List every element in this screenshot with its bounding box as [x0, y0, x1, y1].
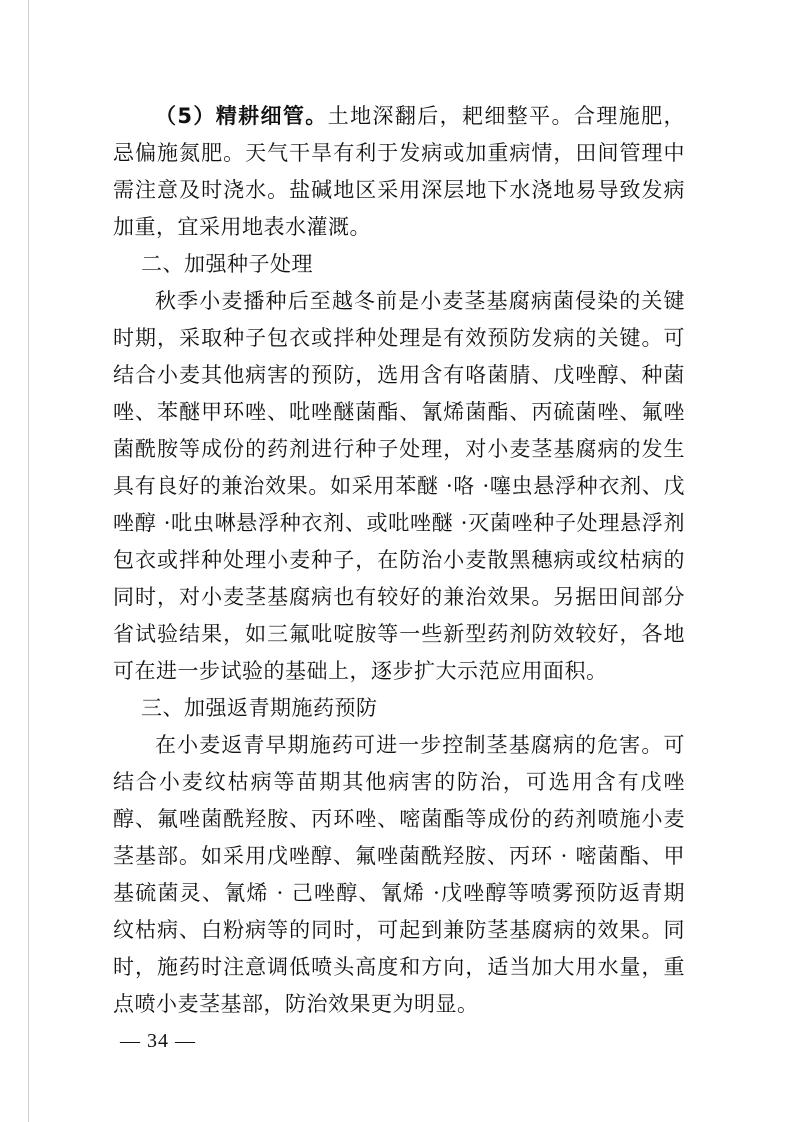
- paragraph-5: [113, 98, 685, 246]
- paragraph-5-lead: （5）精耕细管。: [155, 104, 328, 128]
- page-edge-line: [28, 0, 29, 1122]
- section-2-paragraph: 秋季小麦播种后至越冬前是小麦茎基腐病菌侵染的关键时期，采取种子包衣或拌种处理是有效预防发病的关键。可结合小麦其他病害的预防，选用含有咯菌腈、戊唑醇、种菌唑、苯醚甲环唑、吡唑醚菌酯、氰烯菌酯、丙硫菌唑、氟唑菌酰胺等成份的药剂进行种子处理，对小麦茎基腐病的发生具有良好的兼治效果。如采用苯醚 ·咯 ·噻虫悬浮种衣剂、戊唑醇 ·吡虫啉悬浮种衣剂、或吡唑醚 ·灭菌唑种子处理悬浮剂包衣或拌种处理小麦种子，在防治小麦散黑穗病或纹枯病的同时，对小麦茎基腐病也有较好的兼治效果。另据田间部分省试验结果，如三氟吡啶胺等一些新型药剂防效较好，各地可在进一步试验的基础上，逐步扩大示范应用面积。: [113, 289, 685, 683]
- document-body: [113, 98, 685, 1023]
- section-3-heading: 三、加强返青期施药预防: [141, 696, 378, 720]
- paragraph-5-text: 土地深翻后，耙细整平。合理施肥，忌偏施氮肥。天气干旱有利于发病或加重病情，田间管理中需注意及时浇水。盐碱地区采用深层地下水浇地易导致发病加重，宜采用地表水灌溉。: [113, 104, 685, 239]
- page-number: — 34 —: [120, 1030, 196, 1052]
- section-3-paragraph: 在小麦返青早期施药可进一步控制茎基腐病的危害。可结合小麦纹枯病等苗期其他病害的防治，可选用含有戊唑醇、氟唑菌酰羟胺、丙环唑、嘧菌酯等成份的药剂喷施小麦茎基部。如采用戊唑醇、氟唑菌酰羟胺、丙环 · 嘧菌酯、甲基硫菌灵、氰烯 · 己唑醇、氰烯 ·戊唑醇等喷雾预防返青期纹枯病、白粉病等的同时，可起到兼防茎基腐病的效果。同时，施药时注意调低喷头高度和方向，适当加大用水量，重点喷小麦茎基部，防治效果更为明显。: [113, 733, 685, 1016]
- section-2-heading: 二、加强种子处理: [141, 252, 313, 276]
